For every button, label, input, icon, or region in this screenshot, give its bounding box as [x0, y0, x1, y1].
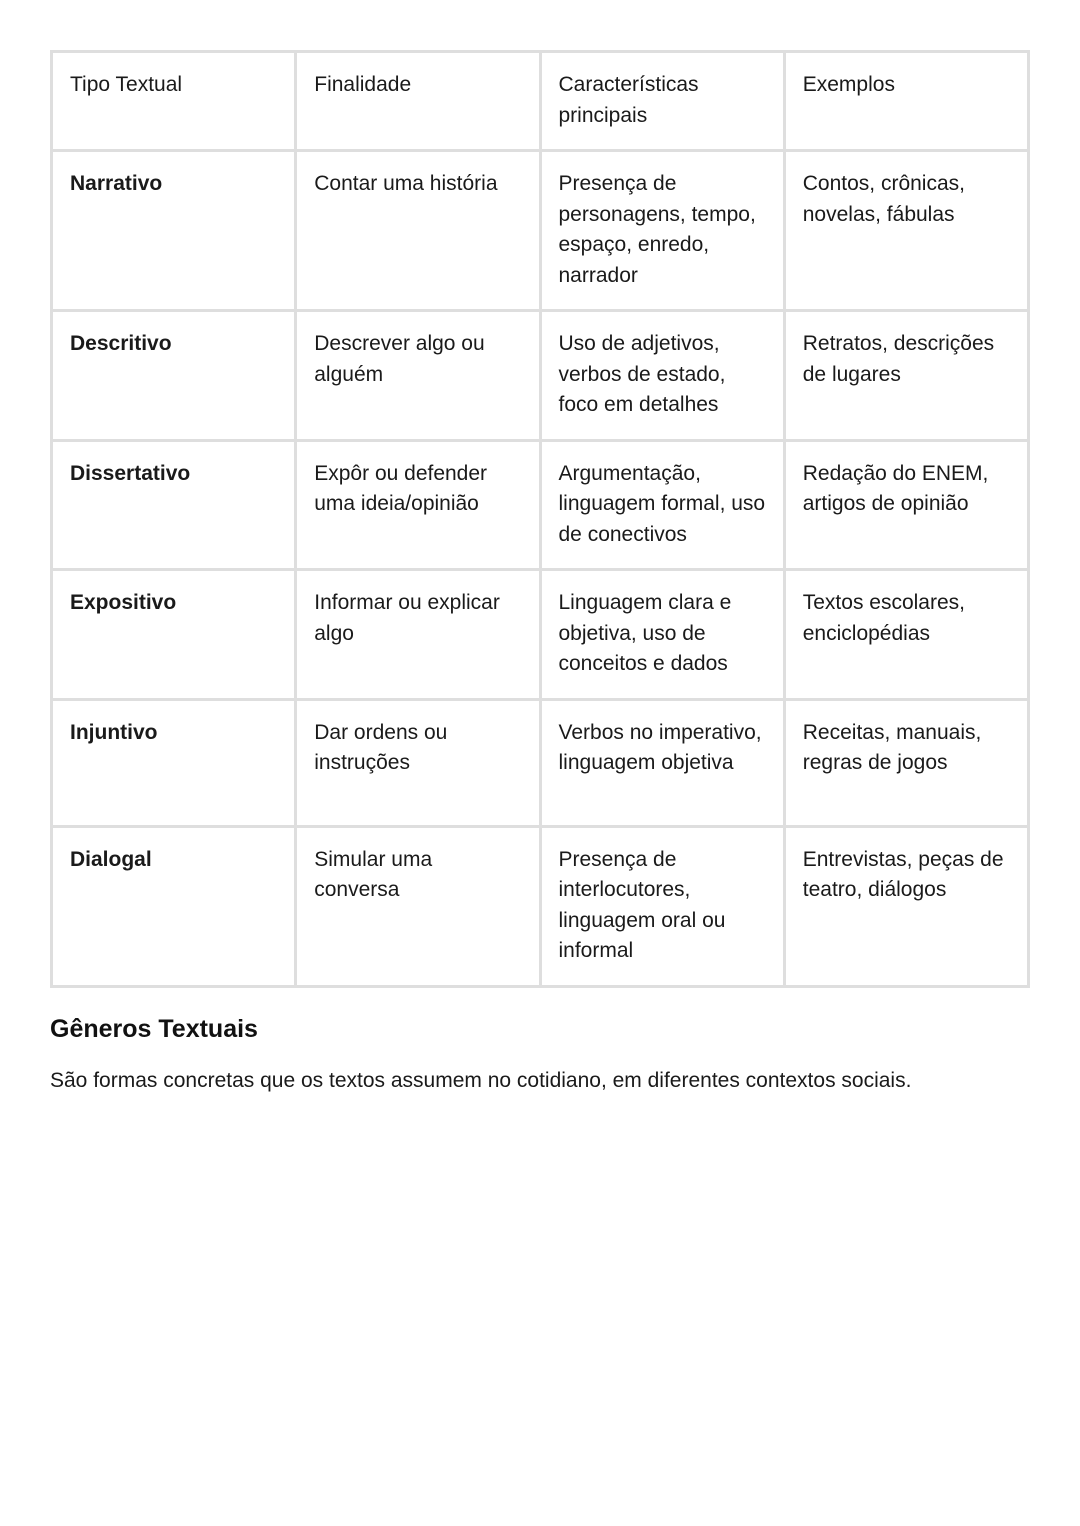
- header-cell-examples: Exemplos: [784, 52, 1028, 151]
- table-header-row: [52, 52, 1029, 151]
- header-cell-purpose: Finalidade: [296, 52, 540, 151]
- cell-features: Uso de adjetivos, verbos de estado, foco em detalhes: [540, 311, 784, 441]
- cell-examples: Receitas, manuais, regras de jogos: [784, 699, 1028, 826]
- cell-examples: Contos, crônicas, novelas, fábulas: [784, 151, 1028, 311]
- cell-type: Dissertativo: [52, 440, 296, 570]
- cell-type: Descritivo: [52, 311, 296, 441]
- table-row: [52, 826, 1029, 986]
- section-heading: Gêneros Textuais: [50, 1014, 258, 1043]
- table-row: [52, 151, 1029, 311]
- cell-purpose: Contar uma história: [296, 151, 540, 311]
- table-row: [52, 440, 1029, 570]
- text-types-table: [50, 50, 1030, 988]
- cell-features: Presença de interlocutores, linguagem oral ou informal: [540, 826, 784, 986]
- cell-examples: Textos escolares, enciclopédias: [784, 570, 1028, 700]
- cell-purpose: Informar ou explicar algo: [296, 570, 540, 700]
- cell-features: Verbos no imperativo, linguagem objetiva: [540, 699, 784, 826]
- cell-purpose: Simular uma conversa: [296, 826, 540, 986]
- cell-purpose: Dar ordens ou instruções: [296, 699, 540, 826]
- cell-purpose: Descrever algo ou alguém: [296, 311, 540, 441]
- cell-type: Dialogal: [52, 826, 296, 986]
- cell-type: Narrativo: [52, 151, 296, 311]
- cell-examples: Redação do ENEM, artigos de opinião: [784, 440, 1028, 570]
- cell-features: Argumentação, linguagem formal, uso de conectivos: [540, 440, 784, 570]
- cell-type: Expositivo: [52, 570, 296, 700]
- cell-purpose: Expôr ou defender uma ideia/opinião: [296, 440, 540, 570]
- cell-features: Presença de personagens, tempo, espaço, enredo, narrador: [540, 151, 784, 311]
- cell-examples: Entrevistas, peças de teatro, diálogos: [784, 826, 1028, 986]
- header-cell-features: Características principais: [540, 52, 784, 151]
- cell-features: Linguagem clara e objetiva, uso de conceitos e dados: [540, 570, 784, 700]
- table-row: [52, 699, 1029, 826]
- cell-type: Injuntivo: [52, 699, 296, 826]
- table-row: [52, 570, 1029, 700]
- table-row: [52, 311, 1029, 441]
- header-cell-type: Tipo Textual: [52, 52, 296, 151]
- document-page: [50, 50, 1030, 1096]
- section-paragraph: São formas concretas que os textos assumem no cotidiano, em diferentes contextos sociais.: [50, 1068, 912, 1092]
- cell-examples: Retratos, descrições de lugares: [784, 311, 1028, 441]
